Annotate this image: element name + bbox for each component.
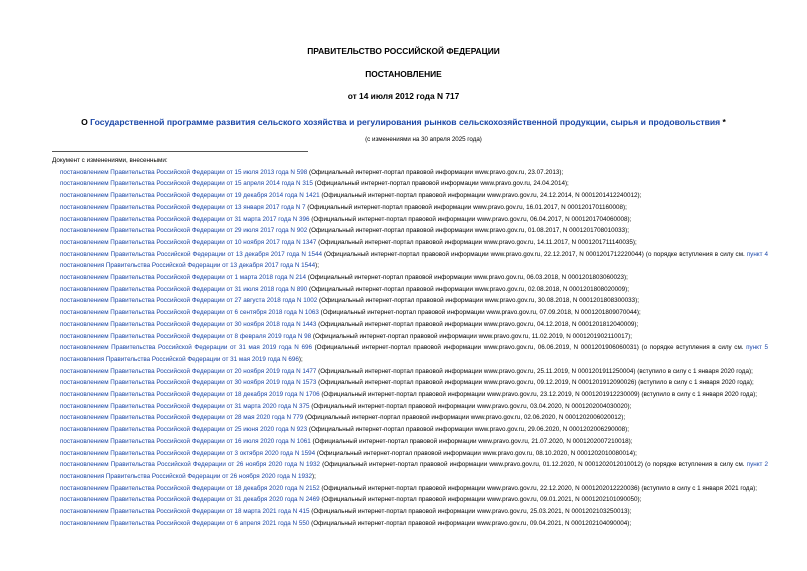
amendment-item: [52, 237, 768, 249]
amendment-link[interactable]: постановлением Правительства Российской Федерации от 10 ноября 2017 года N 1347: [60, 238, 317, 246]
amendment-link[interactable]: постановлением Правительства Российской Федерации от 15 апреля 2014 года N 315: [60, 180, 313, 188]
amendment-link[interactable]: постановлением Правительства Российской Федерации от 31 марта 2020 года N 375: [60, 402, 310, 410]
amendment-link[interactable]: постановлением Правительства Российской Федерации от 31 июля 2018 года N 890: [60, 285, 308, 293]
amendment-link[interactable]: постановлением Правительства Российской Федерации от 18 декабря 2019 года N 1706: [60, 391, 320, 399]
amendment-link[interactable]: постановлением Правительства Российской Федерации от 20 ноября 2019 года N 1477: [60, 367, 317, 375]
amendment-item: [52, 272, 768, 284]
document-date: от 14 июля 2012 года N 717: [347, 91, 460, 101]
amendment-item: [52, 342, 768, 365]
amendment-item: [52, 214, 768, 226]
amendment-item: [52, 284, 768, 296]
document-type: ПОСТАНОВЛЕНИЕ: [365, 69, 442, 79]
amendments-list: [52, 167, 768, 530]
amendment-source: (Официальный интернет-портал правовой информации www.pravo.gov.ru, 02.08.2018, N 0001201808020009);: [307, 285, 630, 293]
effective-date-link[interactable]: пункт 4 постановления Правительства Российской Федерации от 13 декабря 2017 года N 1544: [60, 250, 768, 270]
amendment-source: (Официальный интернет-портал правовой информации www.pravo.gov.ru, 24.12.2014, N 0001201412240012);: [319, 192, 642, 200]
amendment-link[interactable]: постановлением Правительства Российской Федерации от 15 июля 2013 года N 598: [60, 168, 308, 176]
amendment-item: [52, 295, 768, 307]
title-prefix: О: [81, 117, 91, 127]
amendment-item: [52, 331, 768, 343]
amendment-item: [52, 424, 768, 436]
amendment-item: [52, 412, 768, 424]
amendment-link[interactable]: постановлением Правительства Российской Федерации от 31 марта 2017 года N 396: [60, 215, 310, 223]
amendment-source: (Официальный интернет-портал правовой информации www.pravo.gov.ru, 01.12.2020, N 0001202012010012) (о порядке вступления в силу см.: [320, 461, 747, 469]
status-line: (с изменениями на 30 апреля 2025 года): [365, 136, 482, 143]
amendment-item: [52, 377, 768, 389]
effective-date-link[interactable]: пункт 5 постановления Правительства Российской Федерации от 31 мая 2019 года N 696: [60, 344, 768, 363]
amendment-item: [52, 448, 768, 460]
amendment-source: (Официальный интернет-портал правовой информации www.pravo.gov.ru, 24.04.2014);: [312, 180, 569, 188]
amendment-source: (Официальный интернет-портал правовой информации www.pravo.gov.ru, 08.10.2020, N 0001202010080014);: [315, 449, 637, 457]
amendment-source: (Официальный интернет-портал правовой информации www.pravo.gov.ru, 29.06.2020, N 0001202006290008);: [307, 426, 629, 434]
amendment-item: [52, 167, 768, 179]
amendment-item: [52, 178, 768, 190]
title-suffix: *: [720, 117, 726, 127]
amendment-item: [52, 483, 768, 495]
amendment-item: [52, 518, 768, 530]
amendment-source: (Официальный интернет-портал правовой информации www.pravo.gov.ru, 09.12.2019, N 0001201912090026) (вступило в силу с 1 января 2020 года);: [316, 379, 754, 387]
amendment-tail: );: [315, 262, 320, 270]
amendment-source: (Официальный интернет-портал правовой информации www.pravo.gov.ru, 25.03.2021, N 0001202103250013);: [309, 508, 632, 516]
title-link[interactable]: Государственной программе развития сельского хозяйства и регулирования рынков сельскохозяйственной продукции, сырья и продовольствия: [90, 117, 721, 127]
amendment-link[interactable]: постановлением Правительства Российской Федерации от 6 сентября 2018 года N 1063: [60, 309, 319, 317]
amendment-item: [52, 202, 768, 214]
amendment-source: (Официальный интернет-портал правовой информации www.pravo.gov.ru, 01.08.2017, N 0001201708010033);: [307, 227, 630, 235]
amendment-source: (Официальный интернет-портал правовой информации www.pravo.gov.ru, 22.12.2017, N 0001201712220044) (о порядке вступления в силу см.: [321, 250, 747, 258]
amendment-link[interactable]: постановлением Правительства Российской Федерации от 16 июля 2020 года N 1061: [60, 437, 311, 445]
amendment-link[interactable]: постановлением Правительства Российской Федерации от 30 ноября 2018 года N 1443: [60, 320, 317, 328]
amendment-item: [52, 494, 768, 506]
amendment-item: [52, 436, 768, 448]
amendment-source: (Официальный интернет-портал правовой информации www.pravo.gov.ru, 06.04.2017, N 0001201704060008);: [309, 215, 632, 223]
amendment-item: [52, 506, 768, 518]
amendment-link[interactable]: постановлением Правительства Российской Федерации от 30 ноября 2019 года N 1573: [60, 379, 317, 387]
intro-text: Документ с изменениями, внесенными:: [52, 157, 168, 164]
amendment-item: [52, 366, 768, 378]
amendment-link[interactable]: постановлением Правительства Российской Федерации от 13 января 2017 года N 7: [60, 203, 306, 211]
amendment-source: (Официальный интернет-портал правовой информации www.pravo.gov.ru, 16.01.2017, N 0001201701160008);: [305, 203, 627, 211]
amendment-source: (Официальный интернет-портал правовой информации www.pravo.gov.ru, 07.09.2018, N 0001201809070044);: [318, 309, 641, 317]
document-title: [0, 117, 807, 127]
amendment-source: (Официальный интернет-портал правовой информации www.pravo.gov.ru, 09.01.2021, N 0001202101090050);: [319, 496, 642, 504]
issuing-authority: ПРАВИТЕЛЬСТВО РОССИЙСКОЙ ФЕДЕРАЦИИ: [307, 46, 500, 56]
amendment-source: (Официальный интернет-портал правовой информации www.pravo.gov.ru, 04.12.2018, N 0001201812040009);: [316, 320, 639, 328]
amendment-source: (Официальный интернет-портал правовой информации www.pravo.gov.ru, 21.07.2020, N 0001202007210018);: [310, 437, 633, 445]
amendment-link[interactable]: постановлением Правительства Российской Федерации от 18 марта 2021 года N 415: [60, 508, 310, 516]
amendment-source: (Официальный интернет-портал правовой информации www.pravo.gov.ru, 23.07.2013);: [307, 168, 564, 176]
amendment-source: (Официальный интернет-портал правовой информации www.pravo.gov.ru, 25.11.2019, N 0001201911250004) (вступило в силу с 1 января 2020 года);: [316, 367, 753, 375]
amendment-link[interactable]: постановлением Правительства Российской Федерации от 26 ноября 2020 года N 1932: [60, 461, 321, 469]
amendment-tail: );: [298, 355, 303, 363]
amendment-link[interactable]: постановлением Правительства Российской Федерации от 25 июня 2020 года N 923: [60, 426, 308, 434]
effective-date-link[interactable]: пункт 2 постановления Правительства Российской Федерации от 26 ноября 2020 года N 1932: [60, 461, 768, 480]
amendment-item: [52, 307, 768, 319]
amendment-source: (Официальный интернет-портал правовой информации www.pravo.gov.ru, 06.06.2019, N 0001201906060031) (о порядке вступления в силу см.: [311, 344, 747, 352]
amendment-link[interactable]: постановлением Правительства Российской Федерации от 3 октября 2020 года N 1594: [60, 449, 316, 457]
amendment-link[interactable]: постановлением Правительства Российской Федерации от 31 декабря 2020 года N 2469: [60, 496, 320, 504]
amendment-source: (Официальный интернет-портал правовой информации www.pravo.gov.ru, 22.12.2020, N 0001202012220036) (вступило в силу с 1 января 2021 года);: [319, 484, 757, 492]
amendment-link[interactable]: постановлением Правительства Российской Федерации от 18 декабря 2020 года N 2152: [60, 484, 320, 492]
divider: [52, 151, 308, 152]
amendment-source: (Официальный интернет-портал правовой информации www.pravo.gov.ru, 09.04.2021, N 0001202104090004);: [309, 519, 632, 527]
amendment-tail: );: [311, 472, 316, 480]
amendment-link[interactable]: постановлением Правительства Российской Федерации от 8 февраля 2019 года N 98: [60, 332, 312, 340]
amendment-link[interactable]: постановлением Правительства Российской Федерации от 31 мая 2019 года N 696: [60, 344, 312, 352]
amendment-link[interactable]: постановлением Правительства Российской Федерации от 28 мая 2020 года N 779: [60, 414, 304, 422]
amendment-item: [52, 319, 768, 331]
amendment-source: (Официальный интернет-портал правовой информации www.pravo.gov.ru, 11.02.2019, N 0001201902110017);: [311, 332, 633, 340]
amendment-item: [52, 225, 768, 237]
amendment-source: (Официальный интернет-портал правовой информации www.pravo.gov.ru, 23.12.2019, N 0001201912230009) (вступило в силу с 1 января 2020 года);: [319, 391, 757, 399]
amendment-source: (Официальный интернет-портал правовой информации www.pravo.gov.ru, 02.06.2020, N 0001202006020012);: [303, 414, 626, 422]
amendment-source: (Официальный интернет-портал правовой информации www.pravo.gov.ru, 30.08.2018, N 0001201808300033);: [317, 297, 640, 305]
amendment-link[interactable]: постановлением Правительства Российской Федерации от 13 декабря 2017 года N 1544: [60, 250, 322, 258]
amendment-item: [52, 389, 768, 401]
amendment-item: [52, 401, 768, 413]
amendment-item: [52, 190, 768, 202]
amendment-link[interactable]: постановлением Правительства Российской Федерации от 27 августа 2018 года N 1002: [60, 297, 318, 305]
amendment-item: [52, 249, 768, 272]
amendment-link[interactable]: постановлением Правительства Российской Федерации от 1 марта 2018 года N 214: [60, 274, 307, 282]
amendment-source: (Официальный интернет-портал правовой информации www.pravo.gov.ru, 03.04.2020, N 0001202004030020);: [309, 402, 632, 410]
amendment-link[interactable]: постановлением Правительства Российской Федерации от 6 апреля 2021 года N 550: [60, 519, 310, 527]
amendment-link[interactable]: постановлением Правительства Российской Федерации от 29 июля 2017 года N 902: [60, 227, 308, 235]
amendment-source: (Официальный интернет-портал правовой информации www.pravo.gov.ru, 06.03.2018, N 0001201803060023);: [306, 274, 628, 282]
amendment-source: (Официальный интернет-портал правовой информации www.pravo.gov.ru, 14.11.2017, N 0001201711140035);: [316, 238, 637, 246]
amendment-item: [52, 459, 768, 482]
amendment-link[interactable]: постановлением Правительства Российской Федерации от 19 декабря 2014 года N 1421: [60, 192, 320, 200]
amendments-block: [52, 155, 768, 530]
